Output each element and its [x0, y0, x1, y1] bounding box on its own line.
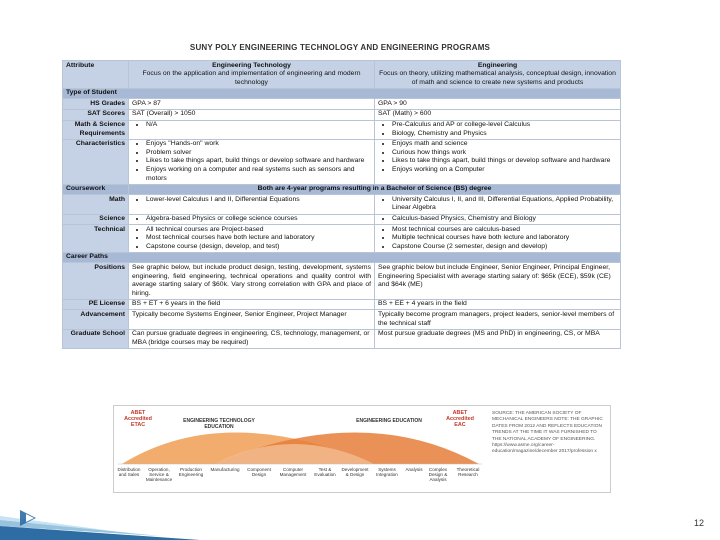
cell-eng [375, 225, 621, 253]
spectrum-label: Complex Design & Analysis [428, 467, 448, 483]
section-coursework [63, 184, 621, 195]
table-row [63, 120, 621, 139]
cell-eng [375, 214, 621, 225]
spectrum-label: Theoretical Research [456, 467, 480, 478]
table-row [63, 195, 621, 214]
list-item: • Enjoys working on a Computer [392, 166, 617, 175]
row-label: HS Grades [63, 99, 129, 110]
list-item: • University Calculus I, II, and III, Differential Equations, Applied Probability, Linear Algebra [392, 196, 617, 213]
list-item: • Algebra-based Physics or college science courses [146, 215, 371, 224]
list-item: • All technical courses are Project-based [146, 226, 371, 235]
list-item: • Likes to take things apart, build things or develop software and hardware [146, 157, 371, 166]
cell-eng: GPA > 90 [375, 99, 621, 110]
spectrum-label: Distribution and Sales [117, 467, 141, 478]
section-label: Career Paths [63, 252, 621, 263]
list-item: • N/A [146, 121, 371, 130]
list-item: • Lower-level Calculus I and II, Differential Equations [146, 196, 371, 205]
cell-et [129, 139, 375, 184]
list-item: • Problem solver [146, 149, 371, 158]
section-label: Coursework [63, 184, 129, 195]
col-title-eng: Engineering [477, 61, 518, 69]
list-item: • Multiple technical courses have both lecture and laboratory [392, 234, 617, 243]
spectrum-label: Systems Integration [376, 467, 398, 478]
table-row [63, 214, 621, 225]
abet-etac-label: ABET Accredited ETAC [124, 410, 152, 428]
cell-eng: Typically become program managers, project leaders, senior-level members of the technical staff [375, 310, 621, 329]
spectrum-label: Development & Design [341, 467, 369, 478]
col-title-et: Engineering Technology [212, 61, 291, 69]
list-item: • Most technical courses have both lecture and laboratory [146, 234, 371, 243]
row-label: Characteristics [63, 139, 129, 184]
comparison-table [62, 60, 621, 349]
spectrum-label: Operation, Service & Maintenance [145, 467, 173, 483]
list-item: • Curious how things work [392, 149, 617, 158]
col-header-engineering [375, 61, 621, 89]
spectrum-label: Component Design [247, 467, 271, 478]
cell-eng: Most pursue graduate degrees (MS and PhD) in engineering, CS, or MBA [375, 329, 621, 348]
corner-decoration [0, 480, 220, 540]
cell-eng [375, 120, 621, 139]
table-row [63, 299, 621, 310]
row-label: Advancement [63, 310, 129, 329]
row-label: Technical [63, 225, 129, 253]
list-item: • Calculus-based Physics, Chemistry and Biology [392, 215, 617, 224]
col-desc-eng: Focus on theory, utilizing mathematical analysis, conceptual design, innovation of math and science to create new systems and products [379, 70, 616, 86]
cell-et [129, 195, 375, 214]
cell-eng: SAT (Math) > 600 [375, 109, 621, 120]
cell-et: GPA > 87 [129, 99, 375, 110]
row-label: Science [63, 214, 129, 225]
table-row [63, 139, 621, 184]
abet-eac-label: ABET Accredited EAC [446, 410, 474, 428]
table-row [63, 99, 621, 110]
list-item: • Enjoys "Hands-on" work [146, 140, 371, 149]
table-row [63, 329, 621, 348]
row-label: Math [63, 195, 129, 214]
et-education-label: ENGINEERING TECHNOLOGY EDUCATION [183, 418, 255, 430]
row-label: Math & Science Requirements [63, 120, 129, 139]
cell-eng: BS + EE + 4 years in the field [375, 299, 621, 310]
section-career-paths [63, 252, 621, 263]
table-header-row [63, 61, 621, 89]
cell-et [129, 225, 375, 253]
col-desc-et: Focus on the application and implementation of engineering and modern technology [142, 70, 361, 86]
attribute-header: Attribute [63, 61, 129, 89]
spectrum-label: Manufacturing [210, 467, 240, 472]
list-item: • Capstone Course (2 semester, design and develop) [392, 243, 617, 252]
cell-et: See graphic below, but include product design, testing, development, systems engineering, field engineering, technical operations and quality control with average starting salary of $60k. Vary strong correlation with GPA and place of hiring. [129, 263, 375, 299]
page-number: 12 [693, 518, 704, 528]
cell-et: SAT (Overall) > 1050 [129, 109, 375, 120]
list-item: • Most technical courses are calculus-based [392, 226, 617, 235]
table-row [63, 263, 621, 299]
row-label: Positions [63, 263, 129, 299]
list-item: • Pre-Calculus and AP or college-level Calculus [392, 121, 617, 130]
list-item: • Enjoys math and science [392, 140, 617, 149]
spectrum-label: Computer Management [279, 467, 307, 478]
spectrum-label: Production Engineering [178, 467, 204, 478]
spectrum-label: Test & Evaluation [314, 467, 336, 478]
spectrum-label: Analysis [405, 467, 423, 472]
list-item: • Capstone course (design, develop, and test) [146, 243, 371, 252]
table-row [63, 310, 621, 329]
section-span-text: Both are 4-year programs resulting in a Bachelor of Science (BS) degree [129, 184, 621, 195]
cell-eng [375, 139, 621, 184]
cell-et: Typically become Systems Engineer, Senior Engineer, Project Manager [129, 310, 375, 329]
eng-education-label: ENGINEERING EDUCATION [356, 418, 422, 424]
cell-et: BS + ET + 6 years in the field [129, 299, 375, 310]
source-note: SOURCE: THE AMERICAN SOCIETY OF MECHANICAL ENGINEERS NOTE: THE GRAPHIC DATES FROM 2012 AND REFLECTS EDUCATION TRENDS AT THE TIME IT WAS FURNISHED TO THE NATIONAL ACADEMY OF ENGINEERING. https://www.asme.org/career-education/magazine/december 2017/profession x [492, 411, 603, 455]
cell-et: Can pursue graduate degrees in engineering, CS, technology, management, or MBA (bridge courses may be required) [129, 329, 375, 348]
row-label: PE License [63, 299, 129, 310]
document-title: SUNY POLY ENGINEERING TECHNOLOGY AND ENGINEERING PROGRAMS [189, 43, 491, 52]
list-item: • Likes to take things apart, build things or develop software and hardware [392, 157, 617, 166]
table-row [63, 225, 621, 253]
row-label: Graduate School [63, 329, 129, 348]
row-label: SAT Scores [63, 109, 129, 120]
table-row [63, 109, 621, 120]
cell-et [129, 120, 375, 139]
cell-eng [375, 195, 621, 214]
cell-et [129, 214, 375, 225]
section-type-of-student [63, 88, 621, 99]
section-label: Type of Student [63, 88, 621, 99]
col-header-engineering-technology [129, 61, 375, 89]
list-item: • Biology, Chemistry and Physics [392, 130, 617, 139]
list-item: • Enjoys working on a computer and real systems such as sensors and motors [146, 166, 371, 183]
cell-eng: See graphic below but include Engineer, Senior Engineer, Principal Engineer, Engineering Specialist with average starting salary of: $65k (ECE), $59k (CE) and $64k (ME) [375, 263, 621, 299]
